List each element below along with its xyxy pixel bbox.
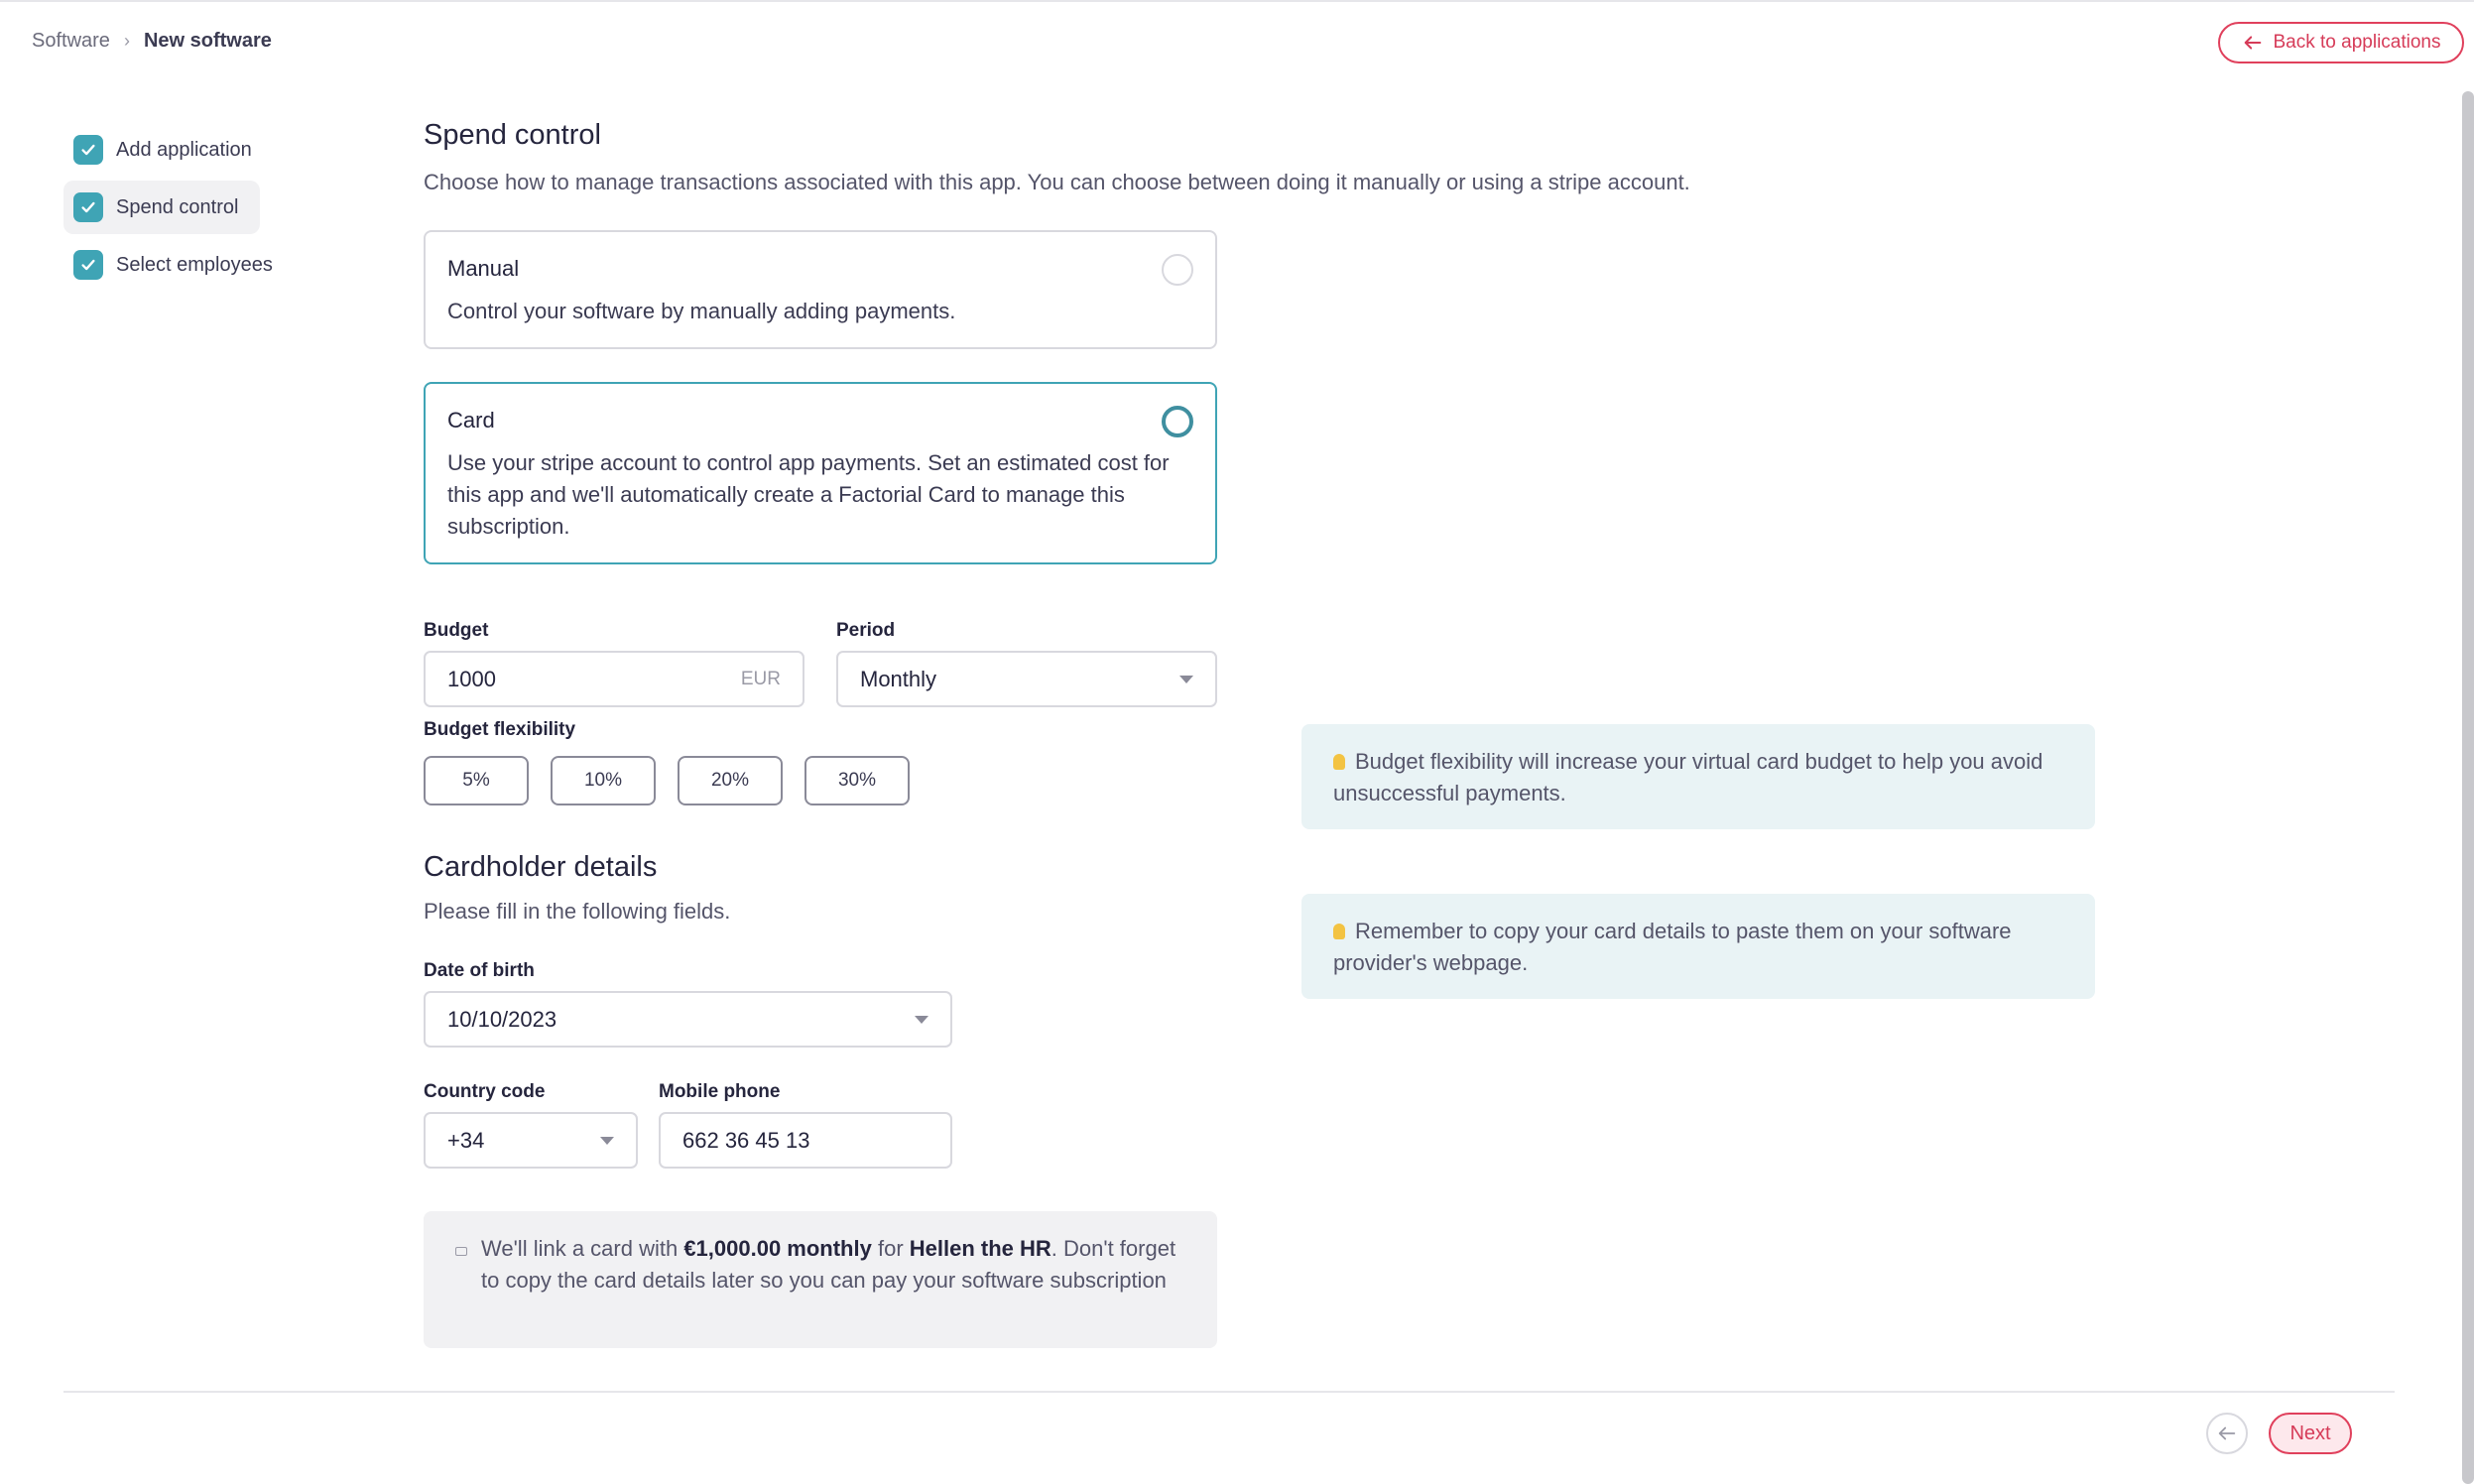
cardholder-section [424, 851, 657, 884]
summary-holder: Hellen the HR [909, 1236, 1051, 1261]
step-label: Add application [116, 138, 252, 161]
radio-button[interactable] [1162, 254, 1193, 286]
breadcrumb [32, 30, 272, 53]
period-value: Monthly [860, 666, 937, 691]
step-label: Spend control [116, 195, 239, 218]
lightbulb-icon [1333, 924, 1345, 939]
country-code-select[interactable] [424, 1112, 638, 1169]
option-card[interactable] [424, 382, 1217, 564]
checkbox-checked-icon [73, 135, 103, 165]
flexibility-option-10[interactable]: 10% [551, 756, 656, 805]
step-spend-control[interactable] [63, 181, 260, 234]
back-to-applications-button[interactable] [2218, 22, 2464, 63]
option-manual[interactable] [424, 230, 1217, 349]
date-of-birth-value: 10/10/2023 [447, 1006, 557, 1032]
chevron-down-icon [1179, 676, 1193, 683]
country-code-value: +34 [447, 1127, 485, 1153]
date-of-birth-label: Date of birth [424, 960, 535, 981]
checkbox-checked-icon [73, 192, 103, 222]
period-label: Period [836, 620, 896, 641]
mobile-phone-label: Mobile phone [659, 1081, 781, 1102]
date-of-birth-select[interactable] [424, 991, 952, 1048]
budget-flexibility-tip [1301, 724, 2095, 829]
summary-suffix: . Don't forget to copy the card details later so you can pay your software subscription [481, 1236, 1176, 1293]
option-description: Use your stripe account to control app payments. Set an estimated cost for this app and we'll automatically create a Factorial Card to manage this subscription. [447, 450, 1170, 539]
chevron-down-icon [600, 1137, 614, 1145]
step-add-application[interactable] [63, 123, 292, 177]
footer-divider [63, 1391, 2395, 1393]
page-description: Choose how to manage transactions associated with this app. You can choose between doing it manually or using a stripe account. [424, 170, 1690, 194]
radio-button-selected[interactable] [1162, 406, 1193, 437]
cardholder-title: Cardholder details [424, 851, 658, 883]
copy-card-details-tip [1301, 894, 2095, 999]
option-title: Manual [447, 256, 520, 281]
mobile-phone-input[interactable] [659, 1112, 952, 1169]
checkbox-checked-icon [73, 250, 103, 280]
next-button[interactable]: Next [2269, 1413, 2352, 1454]
period-select[interactable] [836, 651, 1217, 707]
steps-nav [63, 123, 292, 296]
flexibility-option-30[interactable]: 30% [804, 756, 910, 805]
arrow-left-icon [2216, 1422, 2238, 1444]
flexibility-option-20[interactable]: 20% [678, 756, 783, 805]
breadcrumb-current: New software [143, 30, 272, 52]
summary-middle: for [871, 1236, 910, 1261]
back-to-applications-label: Back to applications [2273, 32, 2441, 53]
budget-value: 1000 [447, 666, 496, 691]
currency-suffix: EUR [740, 668, 781, 689]
breadcrumb-separator: › [123, 31, 130, 51]
tip-text: Budget flexibility will increase your virtual card budget to help you avoid unsuccessful payments. [1333, 749, 2043, 805]
budget-input[interactable] [424, 651, 804, 707]
budget-label: Budget [424, 620, 489, 641]
step-label: Select employees [116, 253, 273, 276]
previous-step-button[interactable] [2206, 1413, 2248, 1454]
budget-flexibility-label: Budget flexibility [424, 719, 576, 740]
country-code-label: Country code [424, 1081, 546, 1102]
mobile-phone-value: 662 36 45 13 [682, 1127, 810, 1153]
tip-text: Remember to copy your card details to paste them on your software provider's webpage. [1333, 919, 2012, 975]
cardholder-description: Please fill in the following fields. [424, 899, 731, 924]
arrow-left-icon [2242, 32, 2264, 54]
page-title: Spend control [424, 119, 601, 151]
option-description: Control your software by manually adding payments. [447, 299, 956, 323]
chevron-down-icon [915, 1016, 928, 1024]
breadcrumb-software-link[interactable]: Software [32, 30, 110, 52]
flexibility-option-5[interactable]: 5% [424, 756, 529, 805]
card-summary [424, 1211, 1217, 1348]
top-border [0, 0, 2474, 2]
spend-control-header [424, 119, 2130, 195]
lightbulb-icon [1333, 754, 1345, 770]
summary-prefix: We'll link a card with [481, 1236, 684, 1261]
page-scrollbar[interactable] [2462, 91, 2474, 1484]
credit-card-icon [455, 1247, 467, 1256]
option-title: Card [447, 408, 495, 433]
summary-amount: €1,000.00 monthly [683, 1236, 872, 1261]
step-select-employees[interactable] [63, 238, 292, 292]
